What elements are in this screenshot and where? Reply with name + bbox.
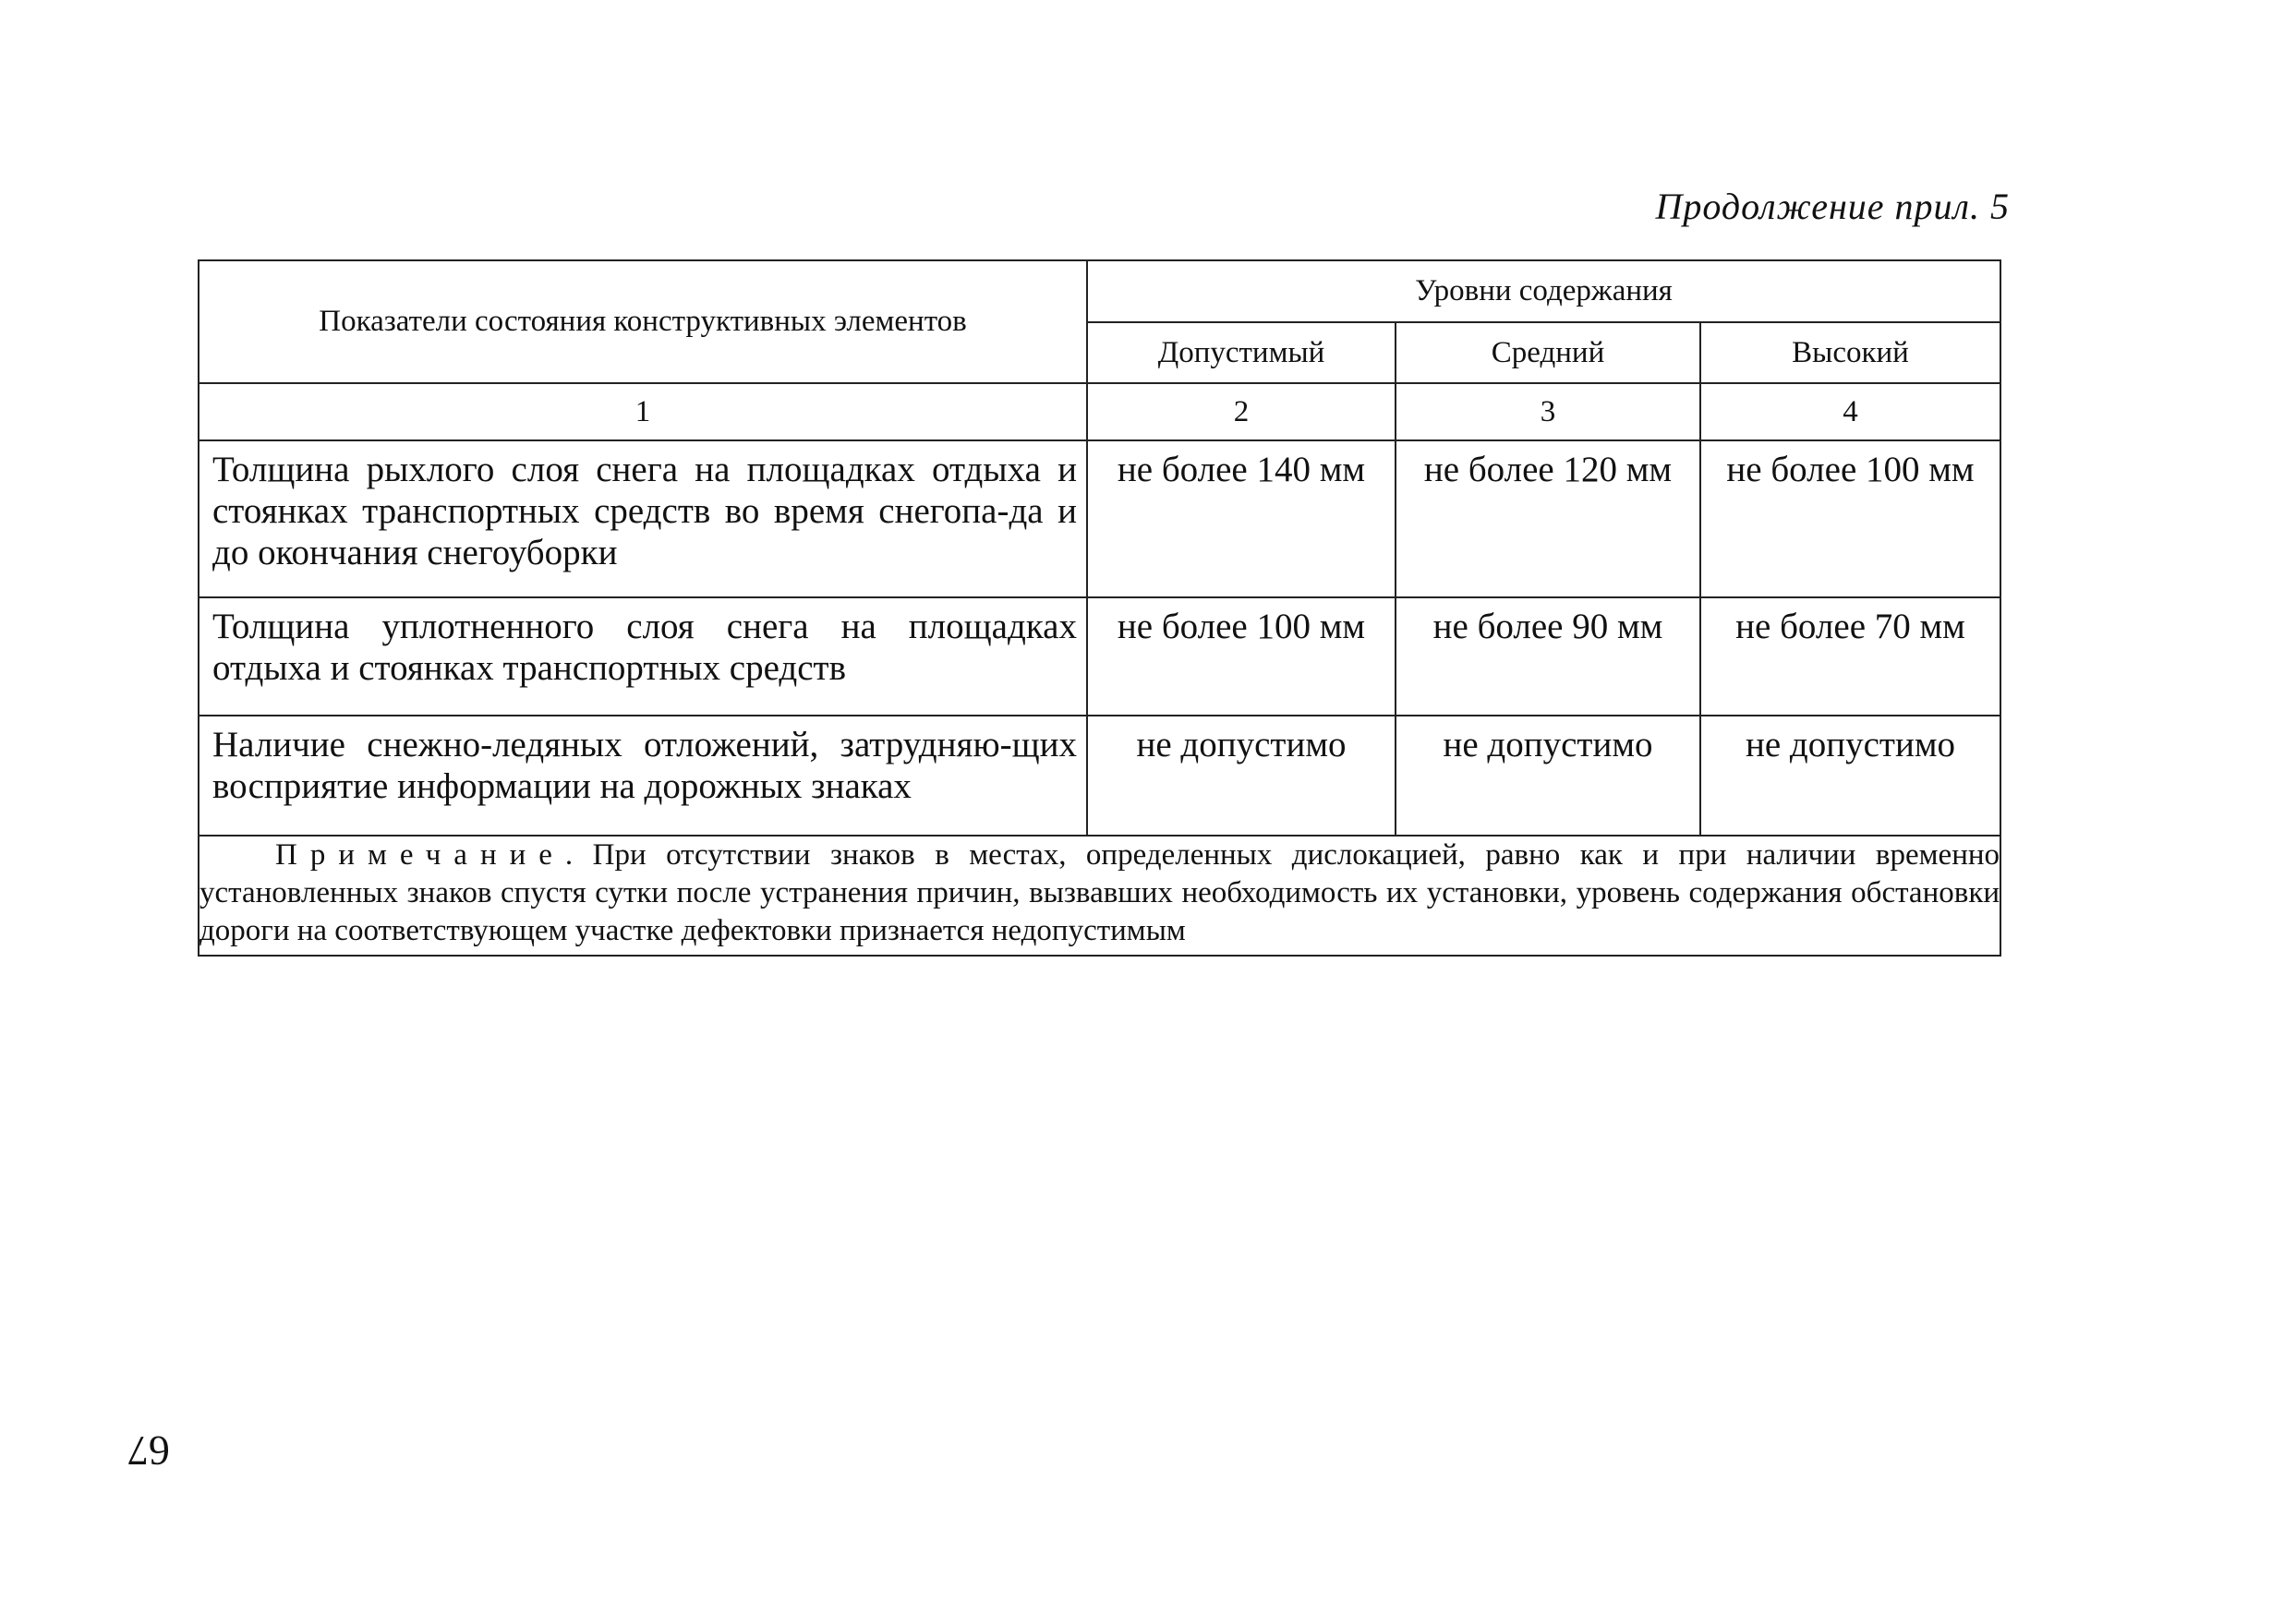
row-value: не более 140 мм — [1087, 440, 1396, 597]
table-row — [199, 716, 2000, 836]
column-number: 3 — [1396, 383, 1700, 440]
header-level-acceptable: Допустимый — [1087, 322, 1396, 383]
header-levels: Уровни содержания — [1087, 260, 2000, 322]
row-value: не более 100 мм — [1700, 440, 2000, 597]
row-indicator: Толщина рыхлого слоя снега на площадках отдыха и стоянках транспортных средств во время снегопа-да и до окончания снегоуборки — [199, 440, 1087, 597]
row-value: не допустимо — [1700, 716, 2000, 836]
continuation-label: Продолжение прил. 5 — [1655, 186, 2010, 227]
header-indicator: Показатели состояния конструктивных элементов — [199, 260, 1087, 383]
row-value: не допустимо — [1396, 716, 1700, 836]
maintenance-levels-table — [198, 259, 2001, 957]
row-indicator: Наличие снежно-ледяных отложений, затрудняю-щих восприятие информации на дорожных знаках — [199, 716, 1087, 836]
row-indicator: Толщина уплотненного слоя снега на площадках отдыха и стоянках транспортных средств — [199, 597, 1087, 716]
row-value: не более 120 мм — [1396, 440, 1700, 597]
row-value: не более 100 мм — [1087, 597, 1396, 716]
column-number: 1 — [199, 383, 1087, 440]
table-note — [199, 836, 2000, 956]
column-number-row — [199, 383, 2000, 440]
table-row — [199, 440, 2000, 597]
note-label: Примечание — [275, 838, 565, 872]
column-number: 4 — [1700, 383, 2000, 440]
column-number: 2 — [1087, 383, 1396, 440]
header-level-high: Высокий — [1700, 322, 2000, 383]
row-value: не допустимо — [1087, 716, 1396, 836]
page-number: 67 — [127, 1427, 170, 1475]
row-value: не более 70 мм — [1700, 597, 2000, 716]
header-level-medium: Средний — [1396, 322, 1700, 383]
note-text: . При отсутствии знаков в местах, определенных дислокацией, равно как и при наличии временно установленных знаков спустя сутки после устранения причин, вызвавших необходимость их установки, уровень содержания обстановки дороги на соответствующем участке дефектовки признается недопустимым — [199, 838, 2000, 947]
table-row — [199, 597, 2000, 716]
row-value: не более 90 мм — [1396, 597, 1700, 716]
